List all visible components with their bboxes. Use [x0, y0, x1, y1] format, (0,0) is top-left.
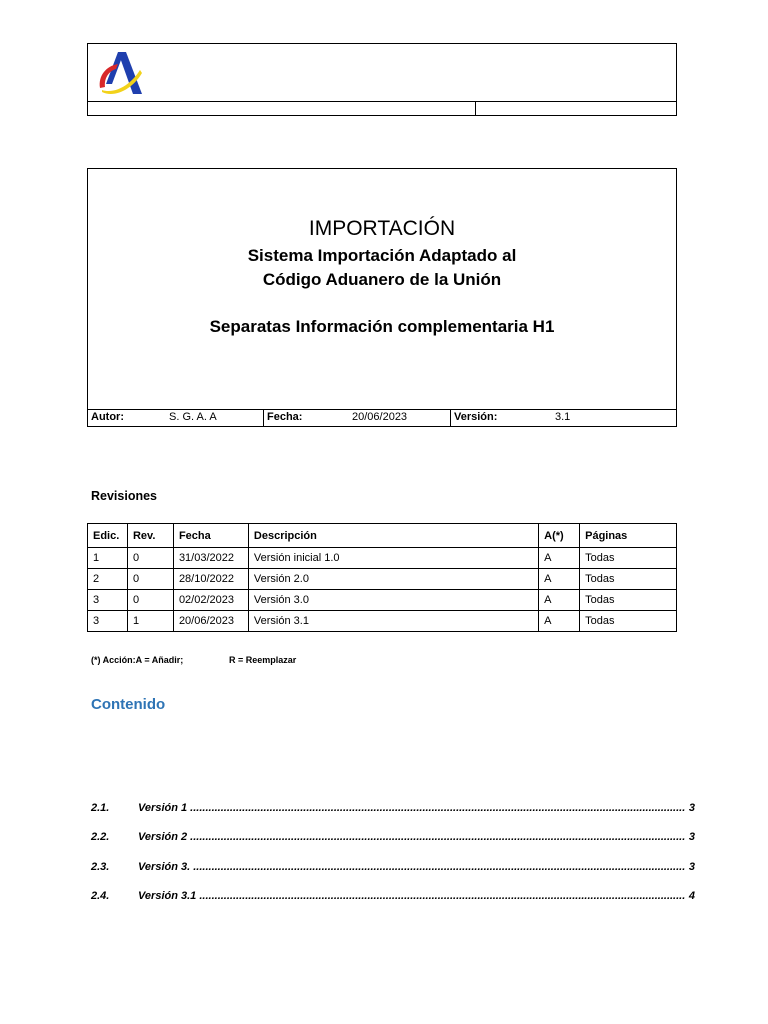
- toc-entry[interactable]: [91, 890, 695, 904]
- column-header: Edic.: [88, 524, 128, 548]
- table-cell: 0: [127, 548, 173, 569]
- table-cell: 31/03/2022: [173, 548, 248, 569]
- date-label: Fecha:: [267, 411, 303, 423]
- table-cell: 3: [88, 590, 128, 611]
- toc-title: Versión 1 .....: [138, 802, 685, 814]
- meta-separator: [263, 410, 264, 426]
- table-cell: Todas: [580, 611, 677, 632]
- table-cell: Versión 3.0: [248, 590, 538, 611]
- toc-title: Versión 2 .....: [138, 831, 685, 843]
- toc-page-number: 4: [688, 890, 695, 902]
- table-cell: 3: [88, 611, 128, 632]
- version-label: Versión:: [454, 411, 498, 423]
- toc-number: 2.4.: [91, 890, 110, 902]
- metadata-row: [88, 409, 676, 426]
- document-subtitle-line1: Sistema Importación Adaptado al: [247, 246, 517, 265]
- table-cell: 0: [127, 590, 173, 611]
- table-row: [88, 548, 677, 569]
- table-cell: A: [539, 611, 580, 632]
- revisions-heading: Revisiones: [91, 489, 158, 503]
- author-label: Autor:: [91, 411, 124, 423]
- table-cell: 02/02/2023: [173, 590, 248, 611]
- contents-heading: Contenido: [91, 696, 166, 713]
- table-cell: Versión 3.1: [248, 611, 538, 632]
- table-cell: 2: [88, 569, 128, 590]
- document-subtitle-line2: Código Aduanero de la Unión: [262, 270, 502, 289]
- date-value: 20/06/2023: [352, 411, 408, 423]
- toc-entry[interactable]: [91, 861, 695, 875]
- toc-entry[interactable]: [91, 831, 695, 845]
- toc-number: 2.1.: [91, 802, 110, 814]
- document-header: [87, 43, 677, 116]
- table-cell: Todas: [580, 590, 677, 611]
- column-header: Descripción: [248, 524, 538, 548]
- table-cell: Todas: [580, 569, 677, 590]
- meta-separator: [450, 410, 451, 426]
- title-block: [87, 168, 677, 427]
- table-cell: 28/10/2022: [173, 569, 248, 590]
- toc-page-number: 3: [688, 802, 695, 814]
- table-cell: Versión inicial 1.0: [248, 548, 538, 569]
- author-value: S. G. A. A: [169, 411, 217, 423]
- version-value: 3.1: [555, 411, 571, 423]
- replace-legend: R = Reemplazar: [229, 655, 297, 665]
- table-cell: A: [539, 569, 580, 590]
- table-row: [88, 611, 677, 632]
- toc-title: Versión 3.1 .....: [138, 890, 685, 902]
- table-cell: 0: [127, 569, 173, 590]
- table-row: [88, 590, 677, 611]
- table-cell: 20/06/2023: [173, 611, 248, 632]
- document-title: IMPORTACIÓN: [308, 217, 456, 240]
- table-row: [88, 569, 677, 590]
- table-cell: Versión 2.0: [248, 569, 538, 590]
- document-subtitle-line3: Separatas Información complementaria H1: [209, 317, 555, 336]
- column-header: Páginas: [580, 524, 677, 548]
- table-cell: 1: [88, 548, 128, 569]
- table-cell: A: [539, 590, 580, 611]
- table-cell: A: [539, 548, 580, 569]
- toc-entry[interactable]: [91, 802, 695, 816]
- toc-number: 2.3.: [91, 861, 110, 873]
- revisions-table: [87, 523, 677, 632]
- toc-page-number: 3: [688, 861, 695, 873]
- header-info-row: [88, 101, 676, 115]
- action-legend: (*) Acción:A = Añadir;: [91, 655, 184, 665]
- toc-page-number: 3: [688, 831, 695, 843]
- toc-number: 2.2.: [91, 831, 110, 843]
- agency-logo-icon: [96, 50, 146, 96]
- table-cell: Todas: [580, 548, 677, 569]
- column-header: Rev.: [127, 524, 173, 548]
- column-header: A(*): [539, 524, 580, 548]
- table-header-row: [88, 524, 677, 548]
- header-divider: [475, 102, 476, 115]
- column-header: Fecha: [173, 524, 248, 548]
- table-cell: 1: [127, 611, 173, 632]
- toc-title: Versión 3. .....: [138, 861, 685, 873]
